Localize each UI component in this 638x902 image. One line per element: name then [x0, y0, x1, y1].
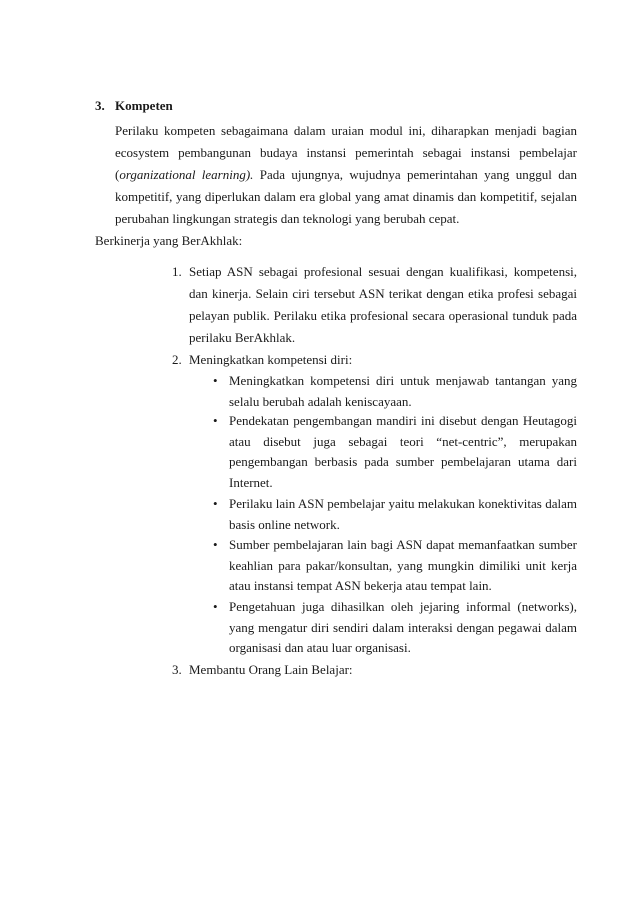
list-item-2	[172, 349, 577, 371]
bullet-marker: •	[213, 413, 218, 428]
paragraph-italic-term: organizational learning).	[119, 167, 254, 182]
list-marker: 1.	[172, 264, 182, 279]
bullet-item	[213, 411, 577, 493]
list-marker: 2.	[172, 352, 182, 367]
list-item-text: Setiap ASN sebagai profesional sesuai dengan kualifikasi, kompetensi, dan kinerja. Selain ciri tersebut ASN terikat dengan etika profesi sebagai pelayan publik. Perilaku etika profesional secara operasional tunduk pada perilaku BerAkhlak.	[189, 264, 577, 345]
bullet-item	[213, 597, 577, 659]
bullet-marker: •	[213, 496, 218, 511]
bullet-marker: •	[213, 537, 218, 552]
paragraph-text-end: Pada ujungnya, wujudnya pemerintahan yang unggul dan kompetitif, yang diperlukan dalam era global yang amat dinamis dan kompetitif, sejalan perubahan lingkungan strategis dan teknologi yang berubah cepat.	[115, 167, 577, 226]
bullet-marker: •	[213, 373, 218, 388]
intro-line: Berkinerja yang BerAkhlak:	[95, 233, 243, 248]
bullet-text: Pendekatan pengembangan mandiri ini disebut dengan Heutagogi atau disebut juga sebagai teori “net-centric”, merupakan pengembangan berbasis pada sumber pembelajaran utama dari Internet.	[229, 413, 577, 490]
bullet-item	[213, 535, 577, 597]
list-item-text: Membantu Orang Lain Belajar:	[189, 662, 353, 677]
bullet-item	[213, 371, 577, 412]
paragraph-text-start: Perilaku kompeten sebagaimana dalam uraian modul ini, diharapkan menjadi bagian ecosystem pembangunan budaya instansi pemerintah sebagai instansi pembelajar (	[115, 123, 577, 182]
section-paragraph	[115, 120, 577, 230]
bullet-text: Pengetahuan juga dihasilkan oleh jejaring informal (networks), yang mengatur diri sendiri dalam interaksi dengan pegawai dalam organisasi dan atau luar organisasi.	[229, 599, 577, 655]
bullet-marker: •	[213, 599, 218, 614]
section-number: 3.	[95, 98, 105, 113]
bullet-text: Meningkatkan kompetensi diri untuk menjawab tantangan yang selalu berubah adalah keniscayaan.	[229, 373, 577, 409]
section-heading	[95, 97, 173, 115]
bullet-text: Sumber pembelajaran lain bagi ASN dapat memanfaatkan sumber keahlian para pakar/konsultan, yang mungkin dimiliki unit kerja atau instansi tempat ASN bekerja atau tempat lain.	[229, 537, 577, 593]
bullet-text: Perilaku lain ASN pembelajar yaitu melakukan konektivitas dalam basis online network.	[229, 496, 577, 532]
list-item-1	[172, 261, 577, 349]
list-item-text: Meningkatkan kompetensi diri:	[189, 352, 353, 367]
section-title: Kompeten	[115, 98, 173, 113]
list-marker: 3.	[172, 662, 182, 677]
list-item-3	[172, 659, 577, 681]
bullet-item	[213, 494, 577, 535]
